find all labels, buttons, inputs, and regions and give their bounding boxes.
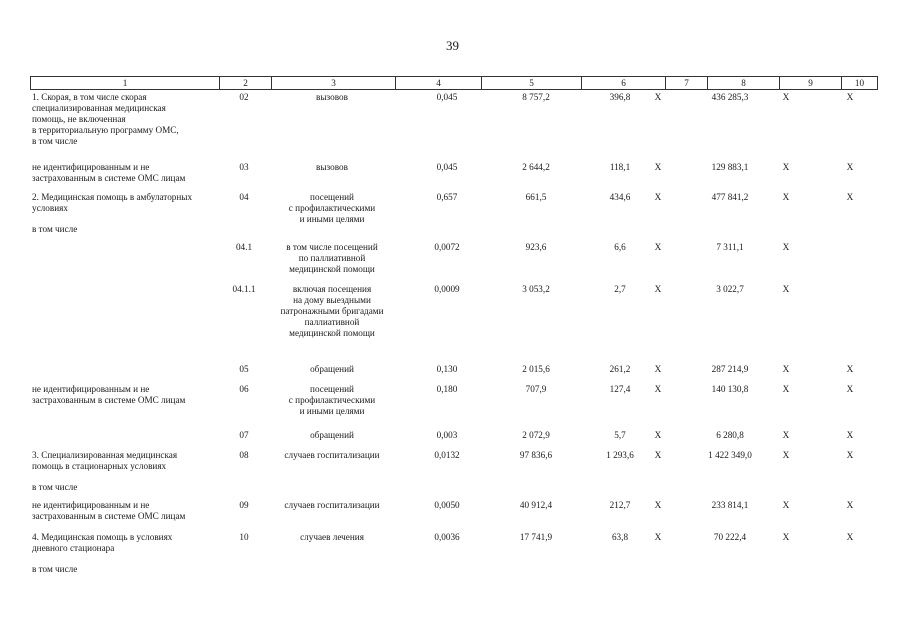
table-cell-unit: вызовов <box>316 162 348 172</box>
header-cell: 5 <box>481 77 581 89</box>
table-row <box>30 90 878 160</box>
header-cell: 2 <box>219 77 271 89</box>
table-cell-name: не идентифицированным и не застрахованным в системе ОМС лицам <box>32 500 186 521</box>
table-cell-code: 10 <box>239 532 249 542</box>
row-subtitle: в том числе <box>32 224 78 234</box>
table-cell-cost: 17 741,9 <box>519 532 553 542</box>
table-cell-rate: 0,130 <box>436 364 458 374</box>
table-cell-c7: Х <box>654 430 662 440</box>
table-cell-unit: обращений <box>310 364 354 374</box>
table-cell-c7: Х <box>654 532 662 542</box>
table-cell-total: 287 214,9 <box>711 364 749 374</box>
table-cell-per-capita: 2,7 <box>614 284 626 294</box>
table-cell-name: не идентифицированным и не застрахованным в системе ОМС лицам <box>32 162 186 183</box>
table-cell-c10: Х <box>846 430 854 440</box>
table-cell-name: 4. Медицинская помощь в условиях дневного стационара <box>32 532 173 553</box>
table-cell-rate: 0,0132 <box>434 450 460 460</box>
table-cell-per-capita: 261,2 <box>609 364 631 374</box>
table-row <box>30 498 878 530</box>
table-cell-rate: 0,180 <box>436 384 458 394</box>
table-cell-per-capita: 212,7 <box>609 500 631 510</box>
table-cell-c10: Х <box>846 384 854 394</box>
table-row <box>30 190 878 240</box>
table-cell-total: 6 280,8 <box>716 430 744 440</box>
table-cell-rate: 0,0072 <box>434 242 460 252</box>
table-cell-rate: 0,0050 <box>434 500 460 510</box>
table-cell-cost: 97 836,6 <box>519 450 553 460</box>
table-cell-per-capita: 5,7 <box>614 430 626 440</box>
table-cell-c9: Х <box>782 384 790 394</box>
table-cell-cost: 8 757,2 <box>522 92 550 102</box>
table-row <box>30 382 878 428</box>
table-row <box>30 530 878 580</box>
header-cell: 8 <box>707 77 779 89</box>
table-cell-c10: Х <box>846 364 854 374</box>
table-cell-unit: случаев лечения <box>300 532 364 542</box>
page-number: 39 <box>446 38 459 53</box>
table-cell-name: 3. Специализированная медицинская помощь в стационарных условиях <box>32 450 178 471</box>
table-cell-per-capita: 6,6 <box>614 242 626 252</box>
table-cell-c7: Х <box>654 450 662 460</box>
table-cell-code: 05 <box>239 364 249 374</box>
table-cell-c9: Х <box>782 192 790 202</box>
table-cell-c10: Х <box>846 500 854 510</box>
table-row <box>30 362 878 382</box>
table-cell-rate: 0,0009 <box>434 284 460 294</box>
table-header <box>30 76 878 90</box>
table-cell-c9: Х <box>782 532 790 542</box>
table-cell-unit: посещений с профилактическими и иными целями <box>288 384 376 416</box>
table-cell-code: 03 <box>239 162 249 172</box>
table-body <box>30 90 878 580</box>
header-cell: 9 <box>779 77 841 89</box>
table-cell-c10: Х <box>846 450 854 460</box>
row-subtitle: в том числе <box>32 482 78 492</box>
table-cell-c9: Х <box>782 242 790 252</box>
row-subtitle: в том числе <box>32 564 78 574</box>
table-cell-per-capita: 118,1 <box>609 162 631 172</box>
table-cell-c7: Х <box>654 364 662 374</box>
table-cell-total: 436 285,3 <box>711 92 749 102</box>
table-cell-c10: Х <box>846 92 854 102</box>
table-cell-name: 1. Скорая, в том числе скорая специализированная медицинская помощь, не включенная в территориальную программу ОМС, в том числе <box>32 92 179 146</box>
table-cell-per-capita: 396,8 <box>609 92 631 102</box>
table-cell-rate: 0,045 <box>436 162 458 172</box>
table-cell-c7: Х <box>654 384 662 394</box>
table-cell-cost: 661,5 <box>525 192 547 202</box>
table-cell-rate: 0,0036 <box>434 532 460 542</box>
table-cell-unit: вызовов <box>316 92 348 102</box>
table-cell-code: 09 <box>239 500 249 510</box>
table-cell-c9: Х <box>782 430 790 440</box>
table-cell-c9: Х <box>782 162 790 172</box>
table-row <box>30 160 878 190</box>
table-cell-cost: 2 072,9 <box>522 430 550 440</box>
table-cell-code: 04 <box>239 192 249 202</box>
table-row <box>30 282 878 362</box>
table-cell-rate: 0,003 <box>436 430 458 440</box>
table-cell-name: 2. Медицинская помощь в амбулаторных условиях <box>32 192 193 213</box>
header-cell: 6 <box>581 77 665 89</box>
table-cell-code: 07 <box>239 430 249 440</box>
table-cell-per-capita: 63,8 <box>611 532 629 542</box>
table-cell-code: 08 <box>239 450 249 460</box>
table-cell-c9: Х <box>782 364 790 374</box>
table-cell-c7: Х <box>654 192 662 202</box>
table-cell-cost: 2 015,6 <box>522 364 550 374</box>
table-cell-cost: 2 644,2 <box>522 162 550 172</box>
table-cell-cost: 923,6 <box>525 242 547 252</box>
table-row <box>30 240 878 282</box>
table-cell-unit: обращений <box>310 430 354 440</box>
table-cell-cost: 3 053,2 <box>522 284 550 294</box>
table-cell-per-capita: 1 293,6 <box>606 450 634 460</box>
table-row <box>30 428 878 448</box>
header-cell: 4 <box>395 77 481 89</box>
table-cell-name: не идентифицированным и не застрахованным в системе ОМС лицам <box>32 384 186 405</box>
table-cell-code: 04.1.1 <box>232 284 256 294</box>
table-cell-c7: Х <box>654 284 662 294</box>
table-cell-c7: Х <box>654 162 662 172</box>
table-cell-c7: Х <box>654 500 662 510</box>
table-cell-total: 1 422 349,0 <box>708 450 752 460</box>
table-cell-code: 02 <box>239 92 249 102</box>
table-cell-rate: 0,045 <box>436 92 458 102</box>
table-row <box>30 448 878 498</box>
table-cell-c10: Х <box>846 532 854 542</box>
table-cell-c7: Х <box>654 242 662 252</box>
header-cell: 1 <box>122 78 128 88</box>
table-cell-total: 129 883,1 <box>711 162 749 172</box>
table-cell-c9: Х <box>782 92 790 102</box>
table-cell-code: 04.1 <box>235 242 253 252</box>
table-cell-unit: случаев госпитализации <box>284 500 380 510</box>
table-cell-total: 477 841,2 <box>711 192 749 202</box>
table-cell-c10: Х <box>846 192 854 202</box>
table-cell-cost: 40 912,4 <box>519 500 553 510</box>
table-cell-total: 140 130,8 <box>711 384 749 394</box>
table-cell-unit: случаев госпитализации <box>284 450 380 460</box>
table-cell-total: 70 222,4 <box>713 532 747 542</box>
table-cell-c9: Х <box>782 450 790 460</box>
table-cell-unit: посещений с профилактическими и иными целями <box>288 192 376 224</box>
table-cell-total: 233 814,1 <box>711 500 749 510</box>
table-cell-c9: Х <box>782 500 790 510</box>
table-cell-total: 3 022,7 <box>716 284 744 294</box>
table-cell-per-capita: 434,6 <box>609 192 631 202</box>
table-cell-c9: Х <box>782 284 790 294</box>
table-cell-unit: в том числе посещений по паллиативной медицинской помощи <box>286 242 378 274</box>
table-cell-c7: Х <box>654 92 662 102</box>
table-cell-unit: включая посещения на дому выездными патронажными бригадами паллиативной медицинской помощи <box>280 284 384 338</box>
table-cell-total: 7 311,1 <box>716 242 744 252</box>
table-cell-per-capita: 127,4 <box>609 384 631 394</box>
table-cell-c10: Х <box>846 162 854 172</box>
table-cell-rate: 0,657 <box>436 192 458 202</box>
data-table <box>30 76 878 580</box>
header-cell: 10 <box>841 77 877 89</box>
table-cell-code: 06 <box>239 384 249 394</box>
table-cell-cost: 707,9 <box>525 384 547 394</box>
header-cell: 3 <box>271 77 395 89</box>
header-cell: 7 <box>665 77 707 89</box>
